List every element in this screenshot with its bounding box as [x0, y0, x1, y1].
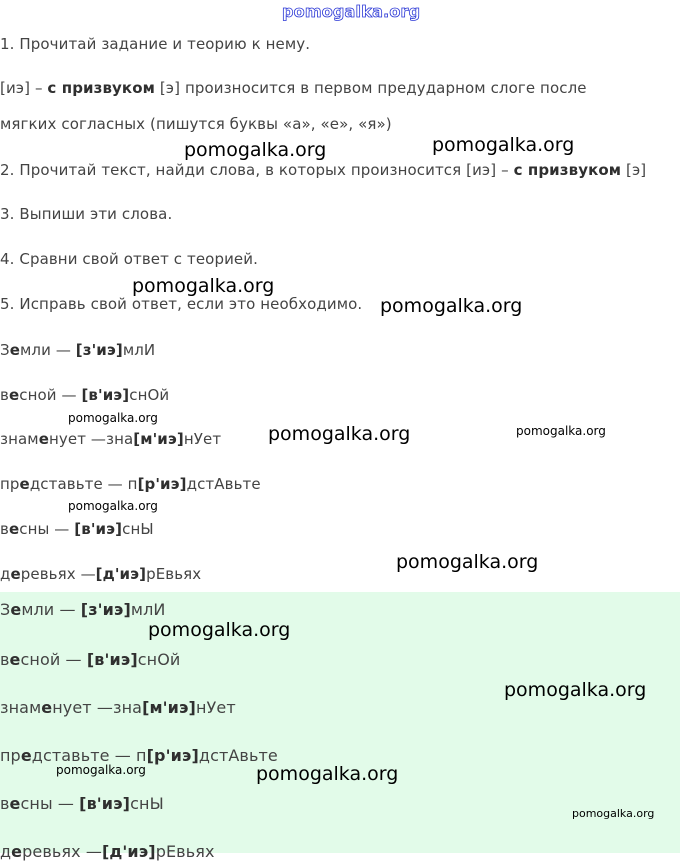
highlight-word-2: весной — [в'иэ]снОй: [0, 650, 181, 669]
watermark: pomogalka.org: [380, 295, 523, 317]
watermark: pomogalka.org: [148, 619, 291, 641]
watermark: pomogalka.org: [68, 499, 158, 513]
highlight-word-6: деревьях —[д'иэ]рЕвьях: [0, 842, 215, 861]
watermark: pomogalka.org: [396, 551, 539, 573]
instruction-step-2: 2. Прочитай текст, найди слова, в которых произносится [иэ] – с призвуком [э]: [0, 161, 647, 179]
instruction-step-4: 4. Сравни свой ответ с теорией.: [0, 250, 258, 268]
watermark: pomogalka.org: [268, 423, 411, 445]
watermark: pomogalka.org: [504, 679, 647, 701]
answer-word-5: весны — [в'иэ]снЫ: [0, 520, 154, 538]
instruction-step-1: 1. Прочитай задание и теорию к нему.: [0, 35, 311, 53]
watermark: pomogalka.org: [256, 763, 399, 785]
theory-line-1: [иэ] – с призвуком [э] произносится в первом предударном слоге после: [0, 79, 587, 97]
instruction-step-5: 5. Исправь свой ответ, если это необходимо.: [0, 295, 363, 313]
watermark: pomogalka.org: [572, 807, 655, 820]
watermark: pomogalka.org: [132, 275, 275, 297]
theory-line-2: мягких согласных (пишутся буквы «а», «е», «я»): [0, 115, 392, 133]
highlight-word-5: весны — [в'иэ]снЫ: [0, 794, 164, 813]
answer-word-3: знаменует —зна[м'иэ]нУет: [0, 430, 222, 448]
watermark: pomogalka.org: [432, 134, 575, 156]
site-watermark-top: pomogalka.org: [282, 2, 421, 21]
watermark: pomogalka.org: [184, 139, 327, 161]
watermark: pomogalka.org: [516, 424, 606, 438]
highlight-word-4: представьте — п[р'иэ]дстАвьте: [0, 746, 278, 765]
highlight-word-1: Земли — [з'иэ]млИ: [0, 600, 166, 619]
highlight-word-3: знаменует —зна[м'иэ]нУет: [0, 698, 236, 717]
instruction-step-3: 3. Выпиши эти слова.: [0, 205, 173, 223]
answer-word-1: Земли — [з'иэ]млИ: [0, 341, 156, 359]
watermark: pomogalka.org: [68, 411, 158, 425]
watermark: pomogalka.org: [56, 763, 146, 777]
answer-word-4: представьте — п[р'иэ]дстАвьте: [0, 475, 261, 493]
answer-word-6: деревьях —[д'иэ]рЕвьях: [0, 565, 202, 583]
answer-word-2: весной — [в'иэ]снОй: [0, 386, 170, 404]
